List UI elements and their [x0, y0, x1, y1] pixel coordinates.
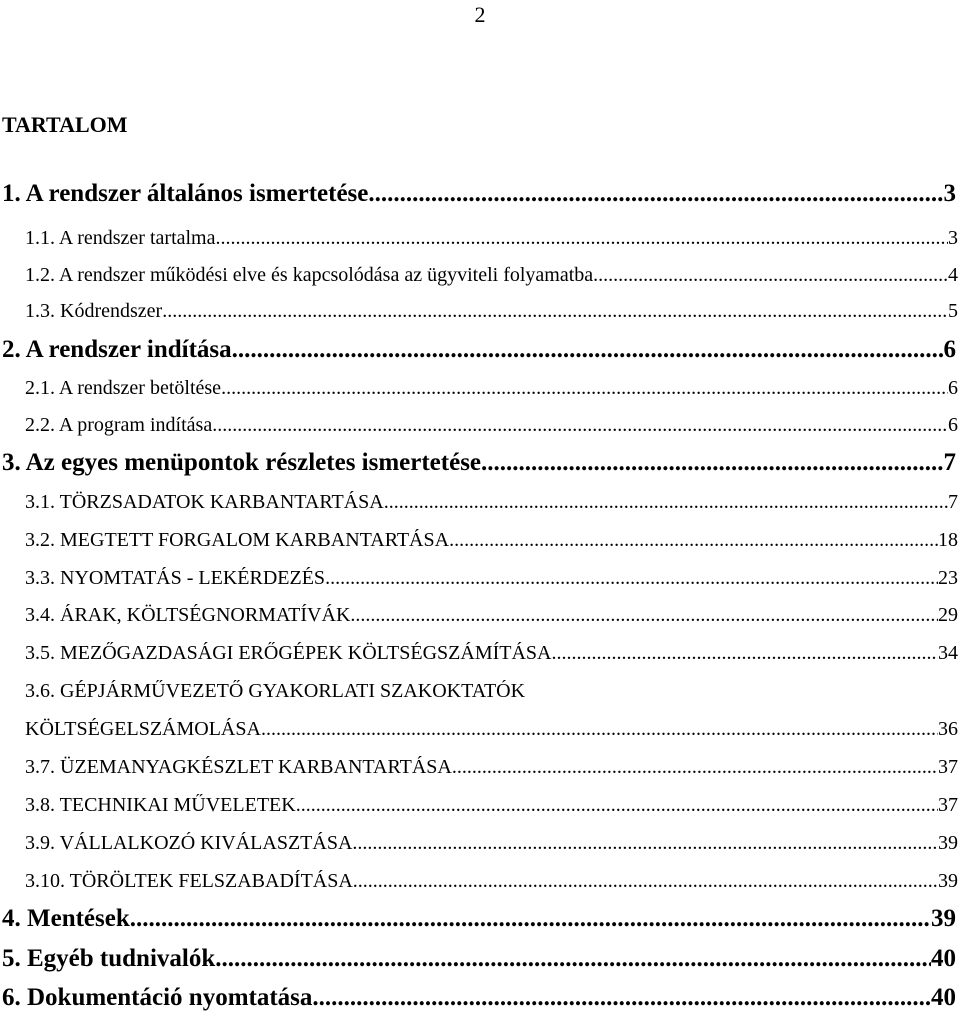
- toc-leader-dots: [368, 180, 943, 208]
- toc-leader-dots: [384, 491, 948, 514]
- toc-entry-label: 3.1. TÖRZSADATOK KARBANTARTÁSA: [25, 491, 384, 513]
- toc-entry-page: 39: [931, 905, 956, 932]
- toc-entry-page: 7: [948, 491, 958, 513]
- toc-entry-label: 3.8. TECHNIKAI MŰVELETEK: [25, 794, 296, 816]
- toc-entry[interactable]: [25, 604, 958, 627]
- toc-entry[interactable]: [25, 870, 958, 893]
- toc-leader-dots: [352, 832, 938, 855]
- toc-leader-dots: [593, 264, 948, 287]
- toc-entry-label: 5. Egyéb tudnivalók: [2, 945, 216, 972]
- toc-entry[interactable]: [25, 227, 958, 250]
- toc-entry-label: 3.7. ÜZEMANYAGKÉSZLET KARBANTARTÁSA: [25, 756, 452, 778]
- toc-entry-page: 29: [938, 604, 958, 626]
- toc-leader-dots: [452, 756, 938, 779]
- toc-entry-page: 6: [948, 377, 958, 399]
- toc-entry-page: 40: [931, 945, 956, 972]
- toc-entry[interactable]: [2, 449, 956, 477]
- toc-entry-page: 6: [948, 414, 958, 436]
- page-number: 2: [474, 2, 486, 27]
- toc-entry[interactable]: [2, 905, 956, 933]
- toc-entry-label: 3.4. ÁRAK, KÖLTSÉGNORMATÍVÁK: [25, 604, 351, 626]
- toc-entry-label: 2. A rendszer indítása: [2, 336, 232, 363]
- toc-entry[interactable]: [25, 491, 958, 514]
- toc-entry-label: KÖLTSÉGELSZÁMOLÁSA: [25, 718, 261, 740]
- toc-entry[interactable]: [2, 984, 956, 1012]
- toc-entry-page: 37: [938, 794, 958, 816]
- toc-entry-page: 23: [938, 567, 958, 589]
- toc-entry-label: 2.2. A program indítása: [25, 414, 213, 436]
- toc-entry-label: 4. Mentések: [2, 905, 130, 932]
- toc-leader-dots: [215, 945, 931, 973]
- toc-entry[interactable]: [25, 377, 958, 400]
- toc-leader-dots: [212, 414, 948, 437]
- toc-leader-dots: [261, 718, 938, 741]
- toc-entry-page: 7: [943, 449, 956, 476]
- toc-leader-dots: [221, 377, 948, 400]
- toc-entry-page: 3: [943, 180, 956, 207]
- toc-leader-dots: [312, 984, 931, 1012]
- toc-leader-dots: [130, 905, 931, 933]
- toc-entry-page: 18: [938, 529, 958, 551]
- toc-entry[interactable]: [2, 945, 956, 973]
- toc-entry[interactable]: [25, 756, 958, 779]
- toc-entry[interactable]: [25, 794, 958, 817]
- toc-entry-page: 6: [943, 336, 956, 363]
- toc-entry[interactable]: [25, 680, 525, 703]
- toc-leader-dots: [350, 604, 938, 627]
- toc-entry-page: 40: [931, 984, 956, 1011]
- toc-leader-dots: [296, 794, 938, 817]
- toc-leader-dots: [481, 449, 943, 477]
- toc-entry-label: 3.3. NYOMTATÁS - LEKÉRDEZÉS: [25, 567, 326, 589]
- toc-entry[interactable]: [25, 567, 958, 590]
- toc-entry-label: 1. A rendszer általános ismertetése: [2, 180, 369, 207]
- toc-entry[interactable]: [2, 180, 956, 208]
- toc-leader-dots: [216, 227, 949, 250]
- toc-leader-dots: [449, 529, 938, 552]
- toc-entry-label: 1.3. Kódrendszer: [25, 300, 163, 322]
- toc-entry-page: 4: [948, 264, 958, 286]
- toc-entry[interactable]: [2, 336, 956, 364]
- toc-entry-label: 2.1. A rendszer betöltése: [25, 377, 222, 399]
- toc-entry-page: 36: [938, 718, 958, 740]
- toc-entry-page: 39: [938, 832, 958, 854]
- toc-entry[interactable]: [25, 529, 958, 552]
- toc-entry-label: 3. Az egyes menüpontok részletes ismertetése: [2, 449, 482, 476]
- toc-entry-page: 34: [938, 642, 958, 664]
- toc-entry-label: 1.1. A rendszer tartalma: [25, 227, 216, 249]
- toc-title: TARTALOM: [2, 112, 128, 137]
- toc-leader-dots: [353, 870, 938, 893]
- toc-entry-label: 3.9. VÁLLALKOZÓ KIVÁLASZTÁSA: [25, 832, 353, 854]
- toc-entry-label: 3.5. MEZŐGAZDASÁGI ERŐGÉPEK KÖLTSÉGSZÁMÍTÁSA: [25, 642, 552, 664]
- toc-leader-dots: [232, 336, 944, 364]
- toc-entry[interactable]: [25, 718, 958, 741]
- toc-entry-page: 39: [938, 870, 958, 892]
- toc-leader-dots: [551, 642, 938, 665]
- toc-entry-page: 5: [948, 300, 958, 322]
- toc-entry-page: 3: [948, 227, 958, 249]
- toc-entry[interactable]: [25, 300, 958, 323]
- toc-entry[interactable]: [25, 414, 958, 437]
- toc-entry-label: 6. Dokumentáció nyomtatása: [2, 984, 313, 1011]
- toc-entry-page: 37: [938, 756, 958, 778]
- toc-entry-label: 3.6. GÉPJÁRMŰVEZETŐ GYAKORLATI SZAKOKTATÓK: [25, 680, 526, 702]
- toc-leader-dots: [325, 567, 938, 590]
- toc-entry-label: 1.2. A rendszer működési elve és kapcsolódása az ügyviteli folyamatba: [25, 264, 594, 286]
- toc-entry-label: 3.2. MEGTETT FORGALOM KARBANTARTÁSA: [25, 529, 450, 551]
- toc-entry[interactable]: [25, 264, 958, 287]
- toc-entry[interactable]: [25, 832, 958, 855]
- toc-entry-label: 3.10. TÖRÖLTEK FELSZABADÍTÁSA: [25, 870, 353, 892]
- toc-leader-dots: [162, 300, 948, 323]
- toc-entry[interactable]: [25, 642, 958, 665]
